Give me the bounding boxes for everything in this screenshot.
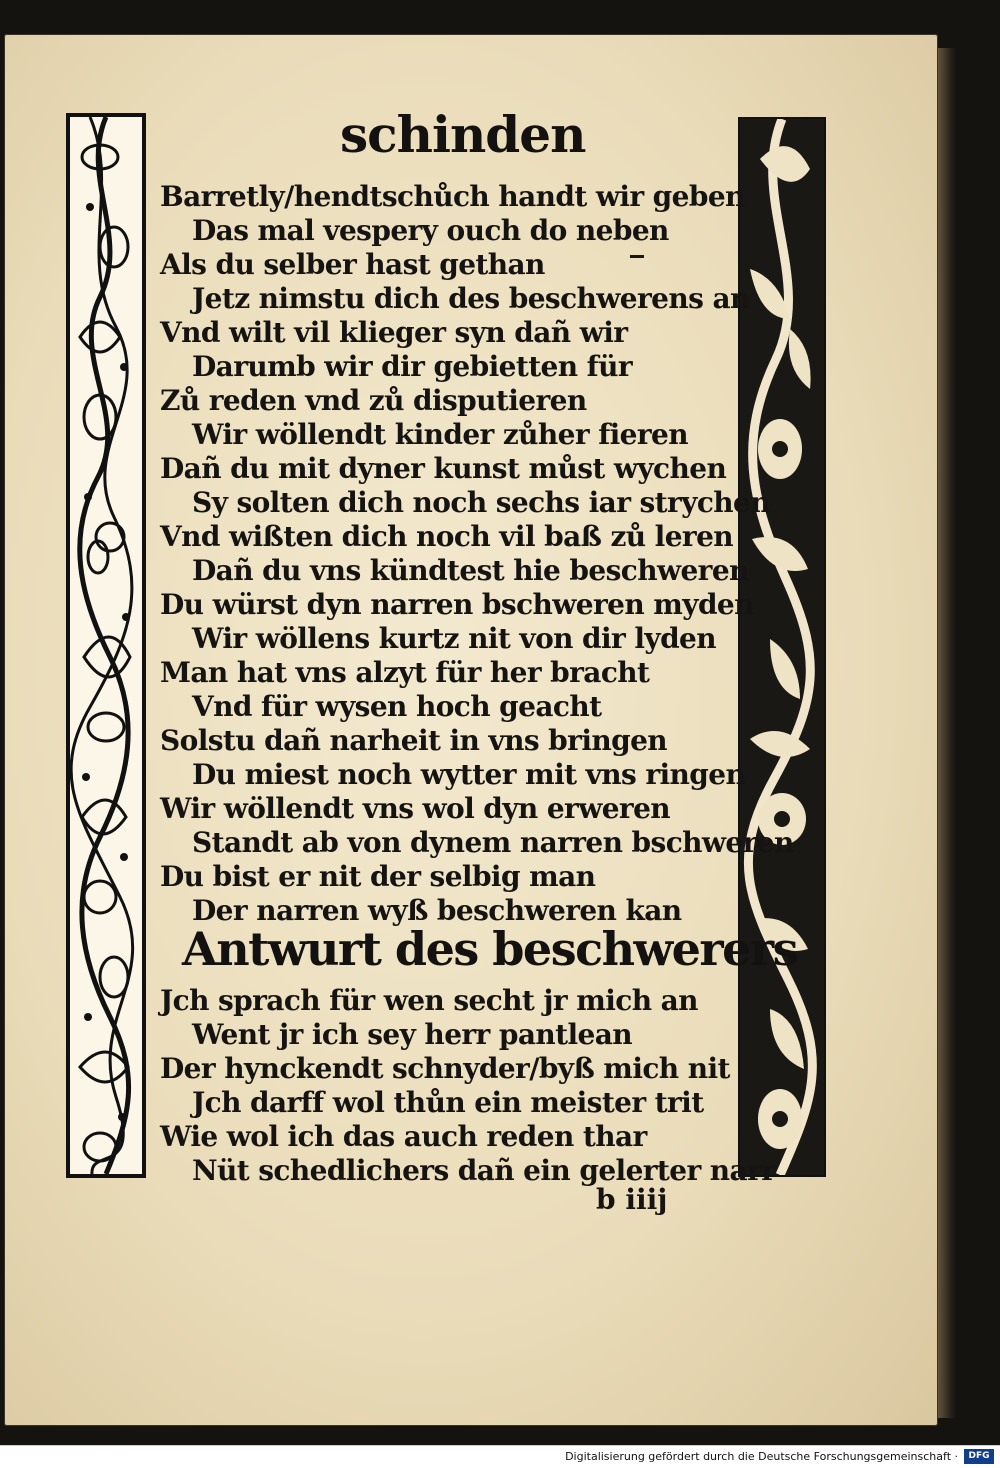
verse-line: Wie wol ich das auch reden thar [160, 1120, 647, 1153]
verse-line: Sy solten dich noch sechs iar strychen [192, 486, 770, 519]
verse-line: Du würst dyn narren bschweren myden [160, 588, 754, 621]
verse-line: Der narren wyß beschweren kan [192, 894, 682, 927]
floral-vine-icon [70, 117, 142, 1174]
verse-line: Als du selber hast gethan [160, 248, 545, 281]
verse-line: Jch sprach für wen secht jr mich an [160, 984, 698, 1017]
woodcut-border-left [66, 113, 146, 1178]
verse-line: Standt ab von dynem narren bschweren [192, 826, 794, 859]
page-edge-shadow [936, 48, 956, 1418]
verse-line: Wir wöllens kurtz nit von dir lyden [192, 622, 717, 655]
verse-line: Barretly/hendtschůch handt wir geben [160, 180, 745, 213]
verse-line: Wir wöllendt vns wol dyn erweren [160, 792, 671, 825]
verse-line: Dañ du mit dyner kunst můst wychen [160, 452, 727, 485]
verse-line: Went jr ich sey herr pantlean [192, 1018, 633, 1051]
dfg-logo-icon[interactable]: DFG [964, 1449, 994, 1464]
section-heading: Antwurt des beschwerers [182, 922, 798, 976]
acanthus-vine-icon [740, 119, 824, 1175]
verse-line: Vnd für wysen hoch geacht [192, 690, 602, 723]
verse-line: Jch darff wol thůn ein meister trit [192, 1086, 704, 1119]
verse-line: Man hat vns alzyt für her bracht [160, 656, 650, 689]
verse-line: Jetz nimstu dich des beschwerens an [192, 282, 750, 315]
running-head: schinden [340, 105, 586, 164]
dash-mark [630, 255, 644, 258]
verse-line: Du bist er nit der selbig man [160, 860, 596, 893]
verse-line: Du miest noch wytter mit vns ringen [192, 758, 746, 791]
verse-line: Darumb wir dir gebietten für [192, 350, 633, 383]
verse-line: Zů reden vnd zů disputieren [160, 384, 587, 417]
verse-line: Nüt schedlichers dañ ein gelerter narr [192, 1154, 776, 1187]
verse-line: Vnd wilt vil klieger syn dañ wir [160, 316, 628, 349]
verse-line: Das mal vespery ouch do neben [192, 214, 669, 247]
verse-line: Vnd wißten dich noch vil baß zů leren [160, 520, 734, 553]
signature-mark: b iiij [596, 1183, 668, 1216]
verse-line: Dañ du vns kündtest hie beschweren [192, 554, 749, 587]
footer-credit: Digitalisierung gefördert durch die Deutsche Forschungsgemeinschaft · [565, 1450, 958, 1463]
footer-bar [0, 1445, 1000, 1468]
woodcut-border-right [738, 117, 826, 1177]
verse-line: Solstu dañ narheit in vns bringen [160, 724, 668, 757]
verse-line: Wir wöllendt kinder zůher fieren [192, 418, 689, 451]
verse-line: Der hynckendt schnyder/byß mich nit [160, 1052, 730, 1085]
